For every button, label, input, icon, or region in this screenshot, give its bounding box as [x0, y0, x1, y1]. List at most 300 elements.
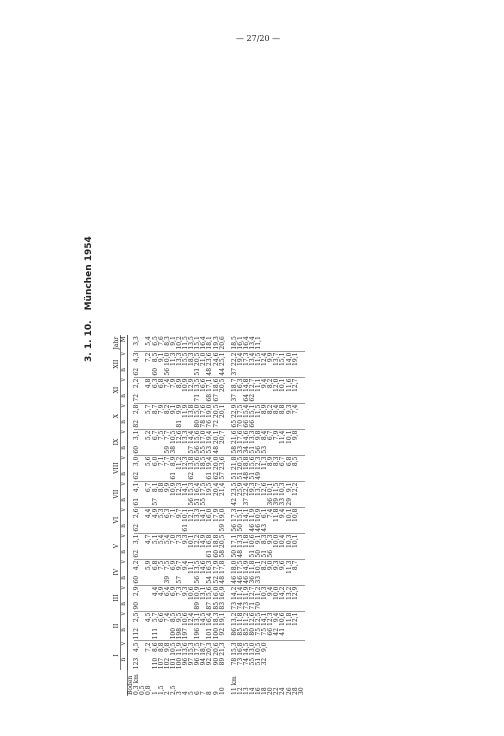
table-row: [220, 335, 226, 696]
table-cell: 62: [133, 367, 141, 376]
row-label: 8: [206, 691, 214, 695]
table-cell: 10,1: [285, 508, 293, 522]
table-cell: 3,1: [133, 430, 141, 441]
table-cell: 17,1: [230, 534, 238, 548]
table-cell: 48: [242, 471, 250, 480]
row-label: 2,5: [169, 685, 177, 695]
row-label: 7: [200, 691, 208, 695]
table-cell: 14,2: [230, 586, 238, 600]
table-cell: 6,0: [151, 456, 159, 467]
table-cell: 17,1: [206, 378, 214, 392]
row-label: 16: [255, 687, 263, 695]
table-cell: 11,2: [175, 456, 183, 470]
table-cell: 8,3: [273, 456, 281, 467]
table-cell: 41: [280, 627, 286, 641]
table-cell: [299, 523, 305, 533]
page-number: — 27/20 —: [236, 34, 281, 43]
table-cell: 14,9: [242, 560, 250, 574]
table-cell: 10,5: [169, 430, 177, 444]
table-cell: 19,3: [248, 482, 256, 496]
table-cell: 16,4: [200, 336, 208, 350]
table-cell: 23,6: [206, 352, 214, 366]
table-cell: 22,9: [230, 404, 238, 418]
subheader-n: n: [121, 657, 128, 670]
table-cell: 17,6: [200, 404, 208, 418]
subheader-row: [121, 335, 128, 696]
table-cell: 78: [200, 419, 208, 428]
table-cell: 73: [236, 657, 244, 666]
table-cell: 48: [206, 367, 214, 376]
table-cell: 16,3: [236, 378, 244, 392]
table-cell: 60: [151, 367, 159, 376]
table-cell: 90: [133, 601, 141, 610]
table-cell: 12,6: [261, 482, 269, 496]
data-table: [114, 335, 305, 696]
table-cell: 15,3: [188, 642, 196, 656]
table-cell: 15,1: [194, 336, 202, 350]
table-cell: 83: [218, 601, 226, 610]
table-row: [299, 335, 305, 696]
table-cell: 12,0: [273, 378, 281, 392]
table-cell: 9,1: [171, 335, 177, 351]
table-cell: 10,2: [175, 336, 183, 350]
table-cell: 6,7: [267, 430, 275, 441]
table-cell: 11,4: [279, 430, 287, 444]
table-cell: 92: [206, 657, 214, 666]
table-cell: 10,0: [273, 586, 281, 600]
table-cell: 8,2: [267, 378, 275, 389]
table-cell: 16,3: [206, 560, 214, 574]
table-cell: 5,4: [163, 534, 171, 545]
section-number: 3. 1. 10.: [84, 320, 94, 362]
table-cell: 14,5: [200, 612, 208, 626]
table-cell: 10,6: [182, 612, 190, 626]
table-cell: 101: [169, 657, 177, 670]
table-cell: 22,4: [242, 482, 250, 496]
row-label: 24: [279, 687, 287, 695]
table-cell: [299, 471, 305, 481]
table-cell: 9,4: [267, 586, 275, 597]
table-cell: 70: [255, 601, 263, 610]
section-title: München 1954: [84, 236, 94, 311]
table-cell: 9,0: [261, 642, 269, 652]
row-label: 4: [182, 691, 190, 695]
table-cell: 57: [218, 471, 226, 480]
table-cell: 12,6: [248, 612, 256, 626]
table-cell: 13,8: [188, 456, 196, 470]
table-cell: 9,3: [182, 534, 190, 545]
group-header: I: [114, 641, 121, 670]
table-cell: 9,8: [291, 430, 299, 441]
table-cell: 18,5: [200, 456, 208, 470]
subheader-n: n: [121, 575, 128, 585]
table-cell: 196: [194, 627, 202, 640]
table-cell: [299, 419, 305, 429]
table-cell: 11,9: [248, 508, 256, 522]
table-cell: 11,4: [236, 586, 244, 600]
table-cell: 4,5: [145, 612, 153, 623]
table-cell: 44: [218, 367, 226, 376]
table-cell: 72: [133, 393, 141, 402]
table-cell: 21,3: [218, 642, 226, 656]
table-cell: 4,1: [133, 482, 141, 493]
table-cell: 13,8: [188, 404, 196, 418]
table-cell: 11,1: [255, 378, 263, 392]
subheader-n: n: [121, 471, 128, 481]
table-cell: 48: [212, 445, 220, 454]
table-cell: 90: [212, 657, 220, 666]
table-cell: 20,5: [218, 534, 226, 548]
table-cell: 5,7: [151, 612, 159, 623]
row-label: 0,8: [145, 685, 153, 695]
subheader-v: v: [121, 455, 128, 471]
table-cell: 66: [242, 419, 250, 428]
table-cell: 7,1: [157, 456, 165, 467]
table-cell: 13,2: [285, 586, 293, 600]
table-cell: 56: [230, 523, 238, 532]
table-cell: 14,1: [261, 612, 269, 626]
table-cell: 15,6: [248, 456, 256, 470]
table-cell: 8,3: [261, 534, 269, 545]
table-cell: 9,1: [255, 534, 263, 545]
group-header: VIII: [114, 455, 121, 481]
group-header: IV: [114, 559, 121, 585]
table-cell: 51: [248, 471, 256, 480]
table-cell: [299, 627, 305, 641]
table-cell: 34: [242, 445, 250, 454]
table-cell: 5,6: [145, 456, 153, 467]
table-cell: [299, 403, 305, 419]
subheader-v: v: [121, 351, 128, 367]
table-cell: 18,3: [188, 352, 196, 366]
table-cell: 6,3: [151, 378, 159, 389]
table-cell: 36: [248, 575, 256, 584]
table-cell: 8,6: [151, 642, 159, 652]
table-cell: 6,1: [261, 508, 269, 519]
table-cell: 8,2: [267, 404, 275, 415]
table-cell: 13,4: [248, 336, 256, 350]
table-cell: 6,3: [163, 508, 171, 519]
table-cell: 37: [230, 367, 238, 376]
table-cell: 10,3: [279, 482, 287, 496]
row-label: 3: [175, 691, 183, 695]
table-cell: 38: [169, 445, 177, 454]
group-header: III: [114, 585, 121, 611]
table-cell: 16,4: [206, 612, 214, 626]
subheader-n: n: [121, 497, 128, 507]
table-cell: 65: [230, 419, 238, 428]
table-cell: 58: [230, 445, 238, 454]
table-cell: 19,4: [206, 456, 214, 470]
table-cell: 20,3: [206, 642, 214, 656]
table-cell: 16,8: [236, 642, 244, 656]
table-cell: 100: [175, 657, 183, 670]
table-cell: 12,3: [255, 456, 263, 470]
table-cell: 60: [133, 575, 141, 584]
table-cell: 8,1: [151, 482, 159, 493]
table-cell: 110: [151, 657, 159, 670]
table-cell: 62: [212, 471, 220, 480]
table-cell: 68: [206, 393, 214, 402]
table-cell: 29: [285, 497, 293, 506]
table-cell: 17,5: [200, 482, 208, 496]
table-cell: 4,8: [145, 378, 153, 389]
table-cell: 20,1: [218, 404, 226, 418]
table-cell: 13,0: [248, 642, 256, 656]
table-cell: 73: [242, 601, 250, 610]
table-cell: 18,7: [230, 378, 238, 392]
row-label: 26: [285, 687, 293, 695]
table-cell: 11,2: [242, 612, 250, 626]
table-cell: 92: [220, 627, 226, 641]
table-cell: 11,3: [169, 352, 177, 366]
subheader-v: v: [121, 507, 128, 523]
table-cell: 18,7: [200, 642, 208, 656]
table-cell: 7,5: [163, 560, 171, 571]
table-cell: [299, 351, 305, 367]
table-cell: 46: [248, 523, 256, 532]
table-cell: 13,3: [175, 352, 183, 366]
table-cell: 18,6: [212, 378, 220, 392]
table-cell: 5,9: [145, 560, 153, 571]
table-cell: 2,6: [133, 508, 141, 519]
row-label: 1,5: [157, 685, 165, 695]
table-cell: 20,6: [218, 336, 226, 350]
table-cell: 17,5: [236, 404, 244, 418]
table-cell: 42: [274, 627, 280, 641]
table-cell: 123: [133, 657, 141, 670]
table-cell: 39: [163, 575, 171, 584]
row-label: 0,3 km: [133, 674, 141, 695]
subheader-jahr: M: [121, 335, 128, 351]
row-label: 11 km: [230, 676, 238, 695]
table-cell: 51: [194, 497, 202, 506]
table-cell: 15,4: [242, 404, 250, 418]
row-label: 9: [212, 691, 220, 695]
table-cell: 10,1: [182, 508, 190, 522]
table-cell: 51: [230, 471, 238, 480]
table-cell: 48: [218, 575, 226, 584]
table-cell: 5,3: [157, 508, 165, 519]
table-cell: 11,8: [285, 612, 293, 626]
subheader-n: n: [121, 419, 128, 429]
table-cell: 11,9: [182, 404, 190, 418]
table-cell: 102: [163, 657, 171, 670]
table-cell: 9,7: [175, 508, 183, 519]
table-cell: 7,0: [169, 534, 177, 545]
subheader-v: v: [121, 641, 128, 657]
table-cell: 17,5: [194, 642, 202, 656]
table-cell: 4,2: [133, 560, 141, 571]
table-cell: 8,8: [279, 404, 287, 415]
table-cell: 5,4: [146, 335, 152, 351]
table-cell: 7,4: [163, 378, 171, 389]
table-cell: [299, 533, 305, 549]
table-cell: 14,4: [188, 430, 196, 444]
row-label-header: [114, 670, 128, 696]
table-cell: 12,3: [182, 456, 190, 470]
table-cell: 9,9: [175, 404, 183, 415]
subheader-n: n: [121, 445, 128, 455]
table-cell: 66: [268, 627, 274, 641]
table-cell: 15,6: [194, 430, 202, 444]
table-cell: 74: [242, 657, 250, 666]
table-cell: 9,3: [182, 586, 190, 597]
table-cell: 25,9: [236, 482, 244, 496]
table-cell: 7,5: [157, 560, 165, 571]
table-cell: 18,0: [230, 560, 238, 574]
table-cell: 7,2: [145, 642, 153, 652]
table-cell: 2,8: [133, 404, 141, 415]
table-cell: 33: [255, 575, 263, 584]
table-cell: 6,6: [157, 612, 165, 623]
table-cell: 11,8: [242, 534, 250, 548]
table-cell: 12,4: [261, 352, 269, 366]
table-cell: 20,5: [212, 404, 220, 418]
table-cell: 37: [242, 497, 250, 506]
table-cell: 97: [188, 657, 196, 666]
table-cell: 14,1: [182, 482, 190, 496]
table-cell: 11,8: [248, 560, 256, 574]
group-header: VII: [114, 481, 121, 507]
table-cell: 36: [267, 497, 275, 506]
table-cell: 14,5: [242, 642, 250, 656]
table-cell: 8,4: [261, 430, 269, 441]
table-cell: 96: [182, 657, 190, 666]
table-cell: 8,9: [267, 456, 275, 467]
table-cell: [299, 481, 305, 497]
table-cell: 64: [242, 393, 250, 402]
table-cell: 89: [194, 601, 202, 610]
table-cell: 13,5: [194, 560, 202, 574]
table-cell: 11,8: [273, 508, 281, 522]
table-cell: 74: [236, 601, 244, 610]
subheader-v: v: [121, 377, 128, 393]
row-label: 1: [151, 691, 159, 695]
group-header: XII: [114, 351, 121, 377]
table-cell: 4,9: [157, 586, 165, 597]
group-header: XI: [114, 377, 121, 403]
table-cell: 13,3: [248, 430, 256, 444]
table-cell: 10,5: [255, 642, 263, 656]
table-cell: 14,8: [242, 378, 250, 392]
subheader-n: n: [121, 393, 128, 403]
table-cell: 13,3: [182, 430, 190, 444]
subheader-n: n: [121, 367, 128, 377]
table-cell: 11,9: [175, 642, 183, 656]
table-cell: 4,9: [151, 508, 159, 519]
table-cell: [299, 641, 305, 657]
table-cell: 6,5: [153, 335, 159, 351]
table-cell: 2,9: [133, 586, 141, 597]
table-cell: 15,0: [194, 404, 202, 418]
table-cell: 13,7: [273, 352, 281, 366]
table-cell: 9,3: [273, 560, 281, 571]
table-cell: [299, 335, 305, 351]
group-header: VI: [114, 507, 121, 533]
row-label: 18: [261, 687, 269, 695]
table-cell: 23,6: [218, 456, 226, 470]
table-cell: 10,3: [261, 586, 269, 600]
table-cell: 55: [200, 497, 208, 506]
table-cell: 51: [248, 445, 256, 454]
table-cell: [299, 377, 305, 393]
table-cell: 85: [244, 627, 250, 641]
table-cell: 9,8: [163, 642, 171, 652]
subheader-v: v: [121, 585, 128, 601]
table-cell: 13,3: [236, 534, 244, 548]
table-cell: 17,5: [236, 560, 244, 574]
table-cell: 62: [248, 393, 256, 402]
table-cell: 11,9: [242, 586, 250, 600]
table-cell: 53: [261, 445, 269, 454]
table-cell: 59: [163, 445, 171, 454]
table-cell: 20,4: [212, 482, 220, 496]
table-cell: 9,4: [261, 378, 269, 389]
table-cell: 56: [255, 445, 263, 454]
table-cell: 60: [212, 549, 220, 558]
table-cell: 14,0: [285, 352, 293, 366]
table-cell: 13,3: [194, 508, 202, 522]
table-cell: 14,6: [242, 430, 250, 444]
table-cell: 13,4: [248, 352, 256, 366]
table-cell: 80: [194, 419, 202, 428]
table-cell: 67: [212, 393, 220, 402]
group-header: V: [114, 533, 121, 559]
table-cell: 20,1: [212, 430, 220, 444]
table-cell: 71: [194, 393, 202, 402]
table-cell: 20,5: [236, 456, 244, 470]
table-cell: 51: [236, 471, 244, 480]
table-cell: 19,0: [206, 404, 214, 418]
table-cell: 7,3: [175, 534, 183, 545]
table-cell: 58: [218, 549, 226, 558]
subheader-v: v: [121, 481, 128, 497]
table-cell: 10,9: [194, 586, 202, 600]
table-cell: 76: [206, 419, 214, 428]
table-cell: [299, 657, 305, 670]
table-cell: 46: [242, 575, 250, 584]
table-cell: [299, 455, 305, 471]
table-cell: 8,4: [273, 404, 281, 415]
subheader-v: v: [121, 559, 128, 575]
table-cell: 8,2: [163, 404, 171, 415]
table-cell: 7,4: [163, 612, 171, 623]
table-cell: 9,5: [175, 612, 183, 623]
table-cell: 18,3: [212, 612, 220, 626]
table-cell: 5,2: [145, 430, 153, 441]
table-cell: 4,4: [151, 586, 159, 597]
table-cell: 10,1: [285, 430, 293, 444]
table-cell: 75: [256, 627, 262, 641]
table-cell: 12,1: [188, 508, 196, 522]
table-cell: 18,1: [206, 336, 214, 350]
table-cell: 9,6: [279, 560, 287, 571]
table-cell: 12,3: [267, 612, 275, 626]
table-cell: 198: [175, 627, 183, 640]
table-cell: 51: [255, 657, 263, 666]
table-cell: 20,5: [194, 352, 202, 366]
table-cell: 62: [133, 523, 141, 532]
table-cell: 13,1: [194, 612, 202, 626]
table-cell: 10,4: [279, 534, 287, 548]
table-cell: 7,4: [267, 508, 275, 519]
table-cell: 16,9: [218, 586, 226, 600]
table-cell: 8,2: [261, 560, 269, 571]
row-label: 14: [248, 687, 256, 695]
table-cell: 17,3: [230, 508, 238, 522]
table-cell: 12,7: [248, 378, 256, 392]
